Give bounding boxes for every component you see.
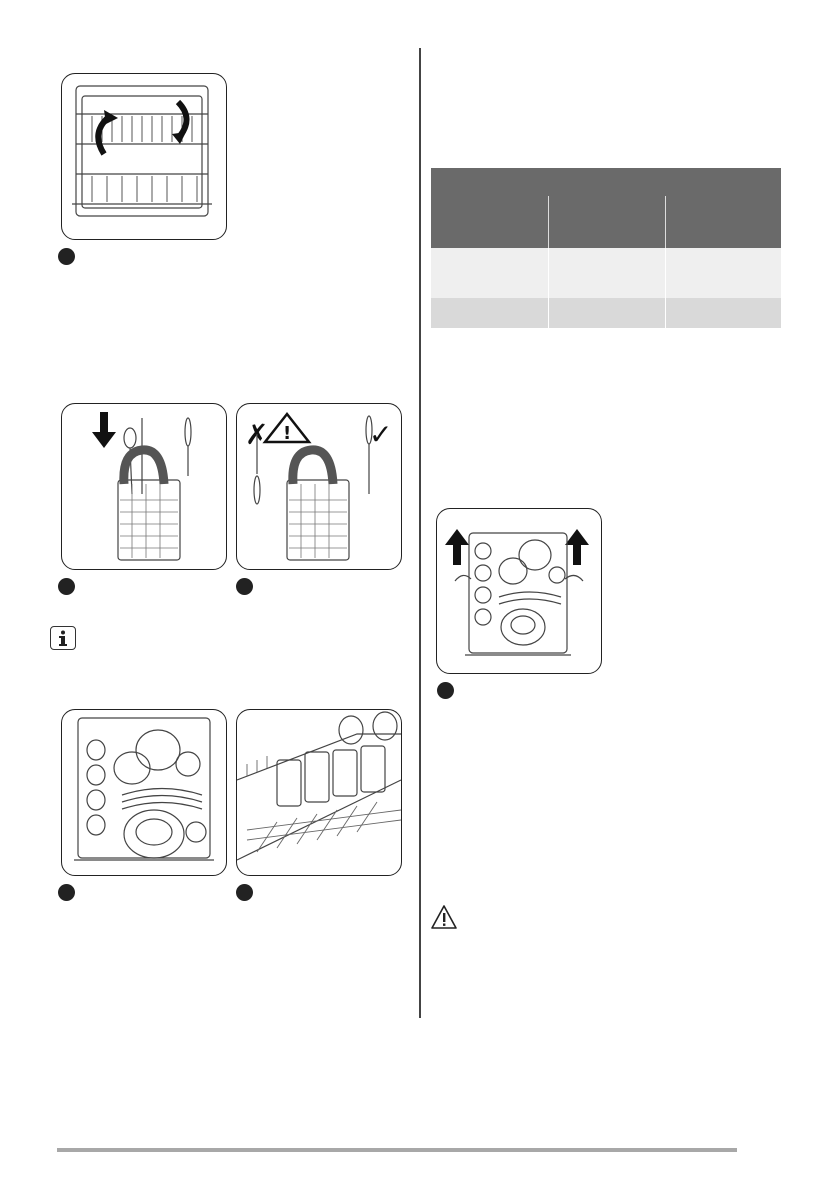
cups-icon xyxy=(237,710,401,875)
table-header-title xyxy=(431,168,781,196)
down-arrow-icon xyxy=(62,404,226,569)
table-row xyxy=(431,248,781,298)
figure-bullet xyxy=(58,578,75,595)
table-row xyxy=(431,298,781,328)
warning-triangle-icon xyxy=(430,904,458,930)
plates-icon xyxy=(62,710,226,875)
figure-bullet xyxy=(437,682,454,699)
svg-text:✓: ✓ xyxy=(369,418,393,451)
figure-bullet xyxy=(236,578,253,595)
svg-text:!: ! xyxy=(283,423,292,444)
footer-rule xyxy=(57,1148,737,1152)
figure-upper-basket-racks xyxy=(61,73,227,240)
figure-bullet xyxy=(236,884,253,901)
figure-lower-basket-plates xyxy=(61,709,227,876)
figure-basket-height-adjust xyxy=(436,508,602,674)
warning-check-icon xyxy=(237,404,401,569)
figure-cutlery-correct xyxy=(236,403,402,570)
figure-bullet xyxy=(58,884,75,901)
svg-text:✗: ✗ xyxy=(245,418,269,451)
column-divider xyxy=(419,48,421,1018)
figure-bullet xyxy=(58,248,75,265)
info-icon xyxy=(50,626,76,650)
up-arrows-icon xyxy=(437,509,601,673)
figure-upper-basket-cups xyxy=(236,709,402,876)
basket-height-table xyxy=(431,168,781,328)
table-header-columns xyxy=(431,196,781,248)
basket-rotate-icon xyxy=(62,74,226,239)
figure-cutlery-basket xyxy=(61,403,227,570)
